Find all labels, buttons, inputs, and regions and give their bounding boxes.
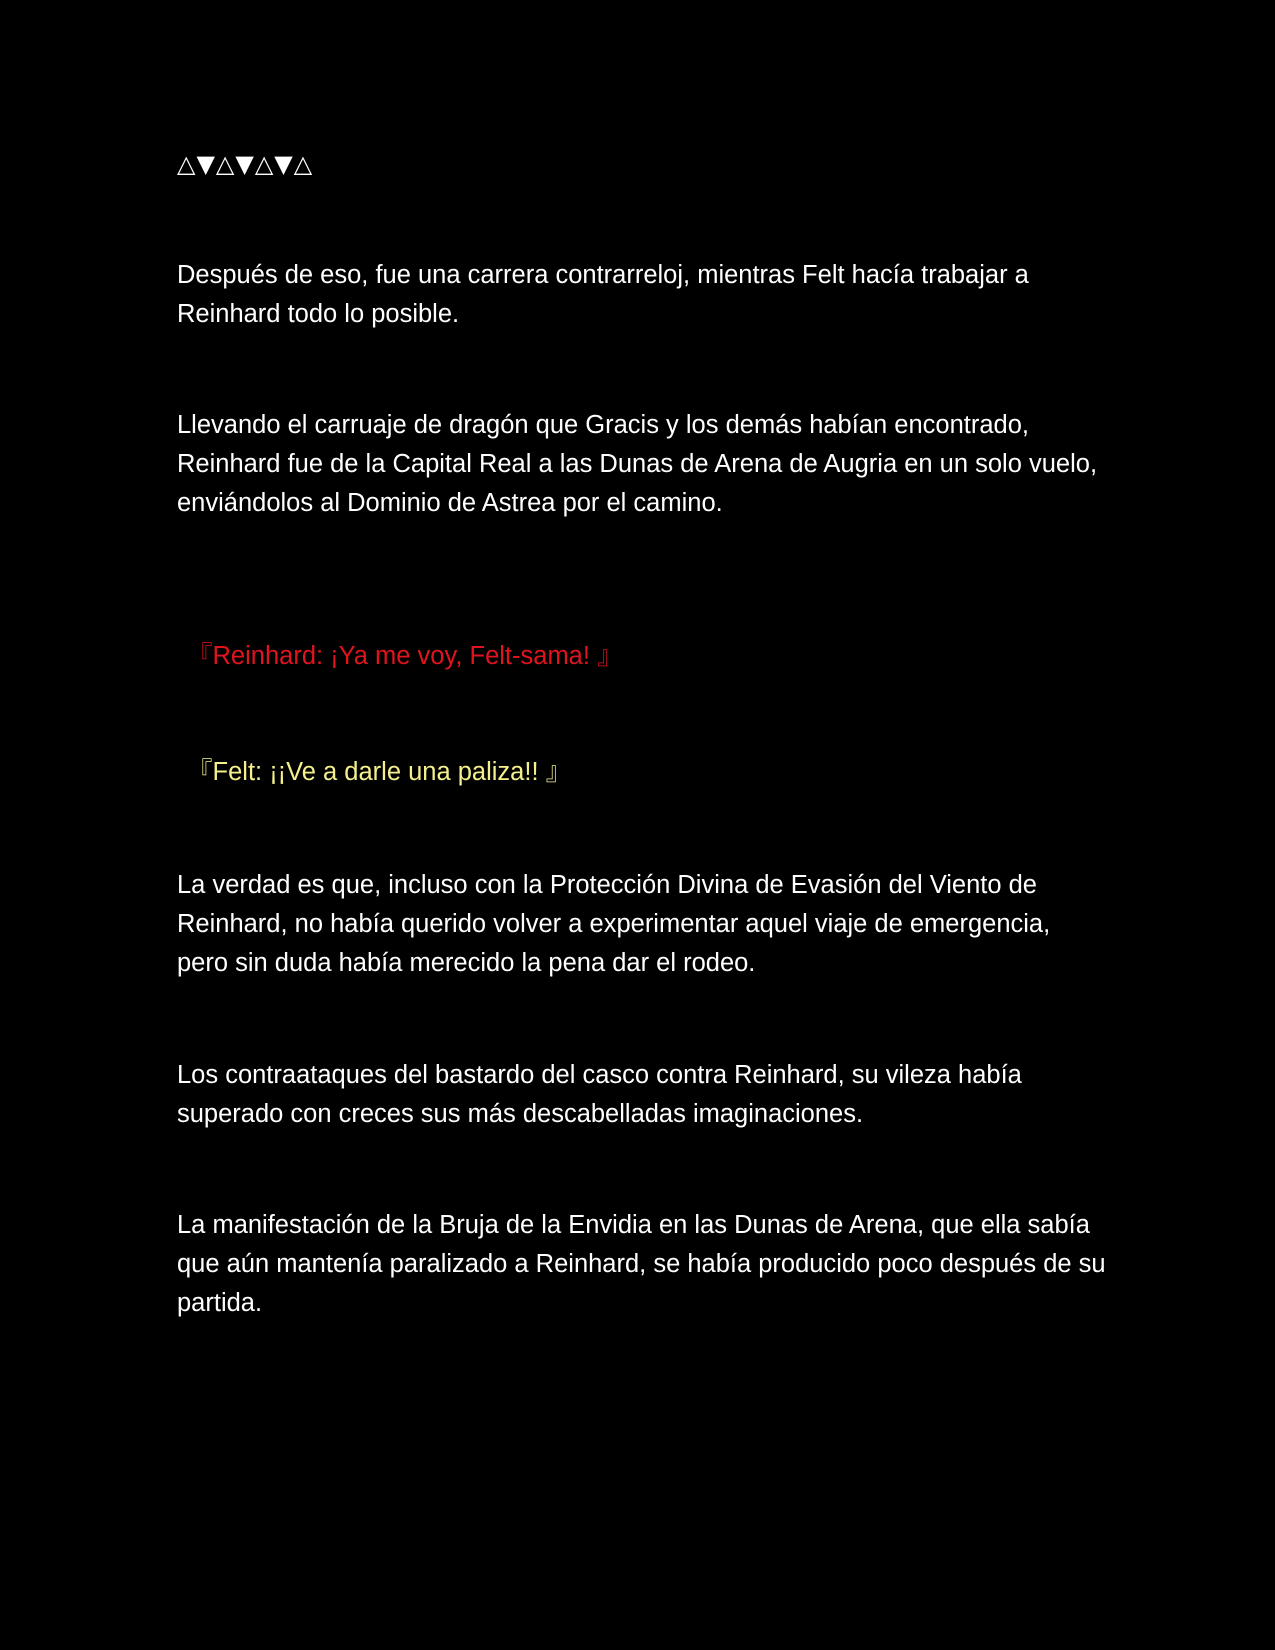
dialogue-close-bracket: 』 <box>597 641 623 671</box>
paragraph-3: La verdad es que, incluso con la Protección Divina de Evasión del Viento de Reinhard, no había querido volver a experimentar aquel viaje de emergencia, pero sin duda había merecido la pena dar el rodeo. <box>177 871 1051 977</box>
dialogue-open-bracket: 『 <box>187 757 213 787</box>
dialogue-open-bracket: 『 <box>187 641 213 671</box>
paragraph-5: La manifestación de la Bruja de la Envidia en las Dunas de Arena, que ella sabía que aún mantenía paralizado a Reinhard, se había producido poco después de su partida. <box>177 1211 1106 1317</box>
paragraph-4: Los contraataques del bastardo del casco contra Reinhard, su vileza había superado con creces sus más descabelladas imaginaciones. <box>177 1061 1022 1128</box>
dialogue-text: Felt: ¡¡Ve a darle una paliza!! <box>212 758 546 786</box>
dialogue-felt <box>187 753 571 792</box>
paragraph-1: Después de eso, fue una carrera contrarreloj, mientras Felt hacía trabajar a Reinhard todo lo posible. <box>177 261 1029 328</box>
dialogue-close-bracket: 』 <box>545 757 572 787</box>
scene-divider: △▼△▼△▼△ <box>177 150 314 178</box>
dialogue-text: Reinhard: ¡Ya me voy, Felt-sama! <box>212 642 598 670</box>
dialogue-reinhard <box>187 637 623 676</box>
paragraph-2: Llevando el carruaje de dragón que Gracis y los demás habían encontrado, Reinhard fue de la Capital Real a las Dunas de Arena de Augria en un solo vuelo, enviándolos al Dominio de Astrea por el camino. <box>177 411 1098 517</box>
